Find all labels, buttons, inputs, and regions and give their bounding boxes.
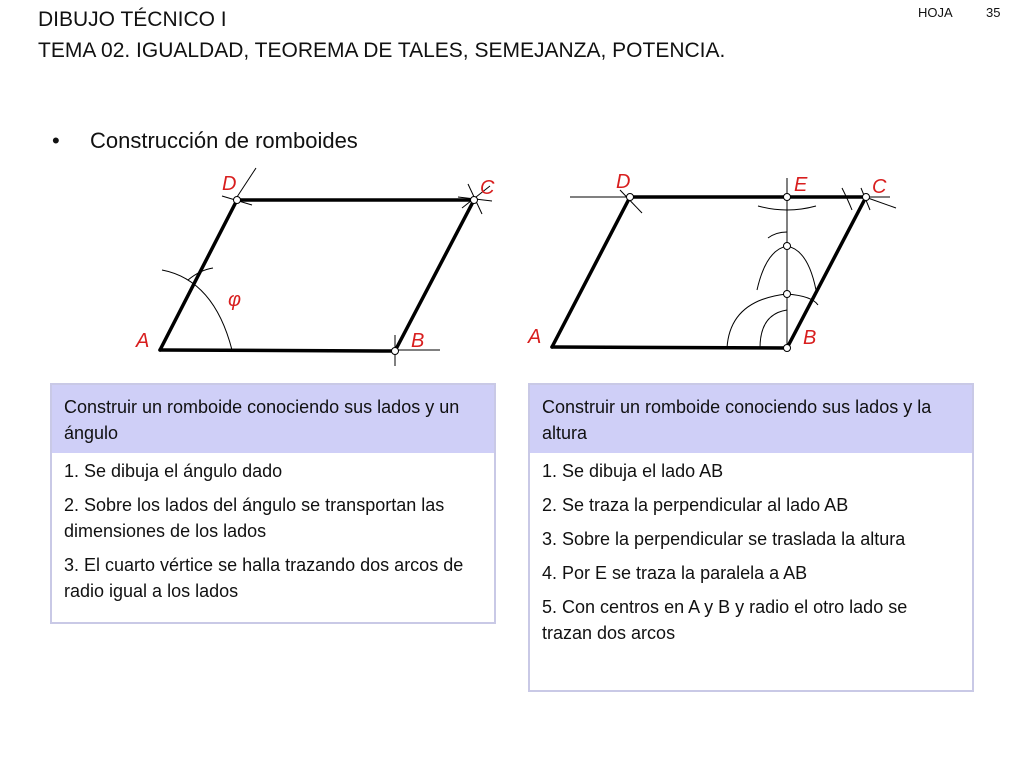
left-vertex-b: B [411, 330, 425, 352]
right-box-steps [530, 453, 972, 656]
sheet-label: HOJA [918, 5, 953, 20]
left-step-3: 3. El cuarto vértice se halla trazando dos arcos de radio igual a los lados [64, 555, 464, 601]
right-step-1: 1. Se dibuja el lado AB [542, 461, 724, 481]
construction-figures [0, 0, 1024, 380]
sheet-number: 35 [986, 5, 1001, 20]
left-vertex-a: A [136, 330, 150, 352]
left-box-steps [52, 453, 494, 614]
right-step-4: 4. Por E se traza la paralela a AB [542, 563, 808, 583]
left-rhomboid-figure [135, 168, 495, 366]
right-vertex-c: C [872, 176, 887, 198]
left-step-1: 1. Se dibuja el ángulo dado [64, 461, 283, 481]
right-box-heading: Construir un romboide conociendo sus lados y la altura [530, 385, 972, 453]
subject-title: DIBUJO TÉCNICO I [38, 8, 227, 31]
right-step-5: 5. Con centros en A y B y radio el otro lado se trazan dos arcos [542, 597, 908, 643]
left-angle-phi: φ [228, 289, 242, 311]
right-vertex-d: D [616, 171, 631, 193]
right-vertex-a: A [528, 326, 542, 348]
left-info-box [50, 383, 496, 624]
right-info-box [528, 383, 974, 692]
right-step-3: 3. Sobre la perpendicular se traslada la altura [542, 529, 906, 549]
left-vertex-d: D [222, 173, 237, 195]
left-vertex-c: C [480, 177, 495, 199]
section-title: Construcción de romboides [90, 128, 358, 153]
left-step-2: 2. Sobre los lados del ángulo se transportan las dimensiones de los lados [64, 495, 445, 541]
topic-title: TEMA 02. IGUALDAD, TEOREMA DE TALES, SEMEJANZA, POTENCIA. [38, 39, 726, 62]
bullet-icon: • [52, 128, 60, 153]
right-rhomboid-figure [527, 171, 896, 352]
left-box-heading: Construir un romboide conociendo sus lados y un ángulo [52, 385, 494, 453]
right-point-e: E [794, 174, 808, 196]
right-vertex-b: B [803, 327, 817, 349]
right-step-2: 2. Se traza la perpendicular al lado AB [542, 495, 849, 515]
